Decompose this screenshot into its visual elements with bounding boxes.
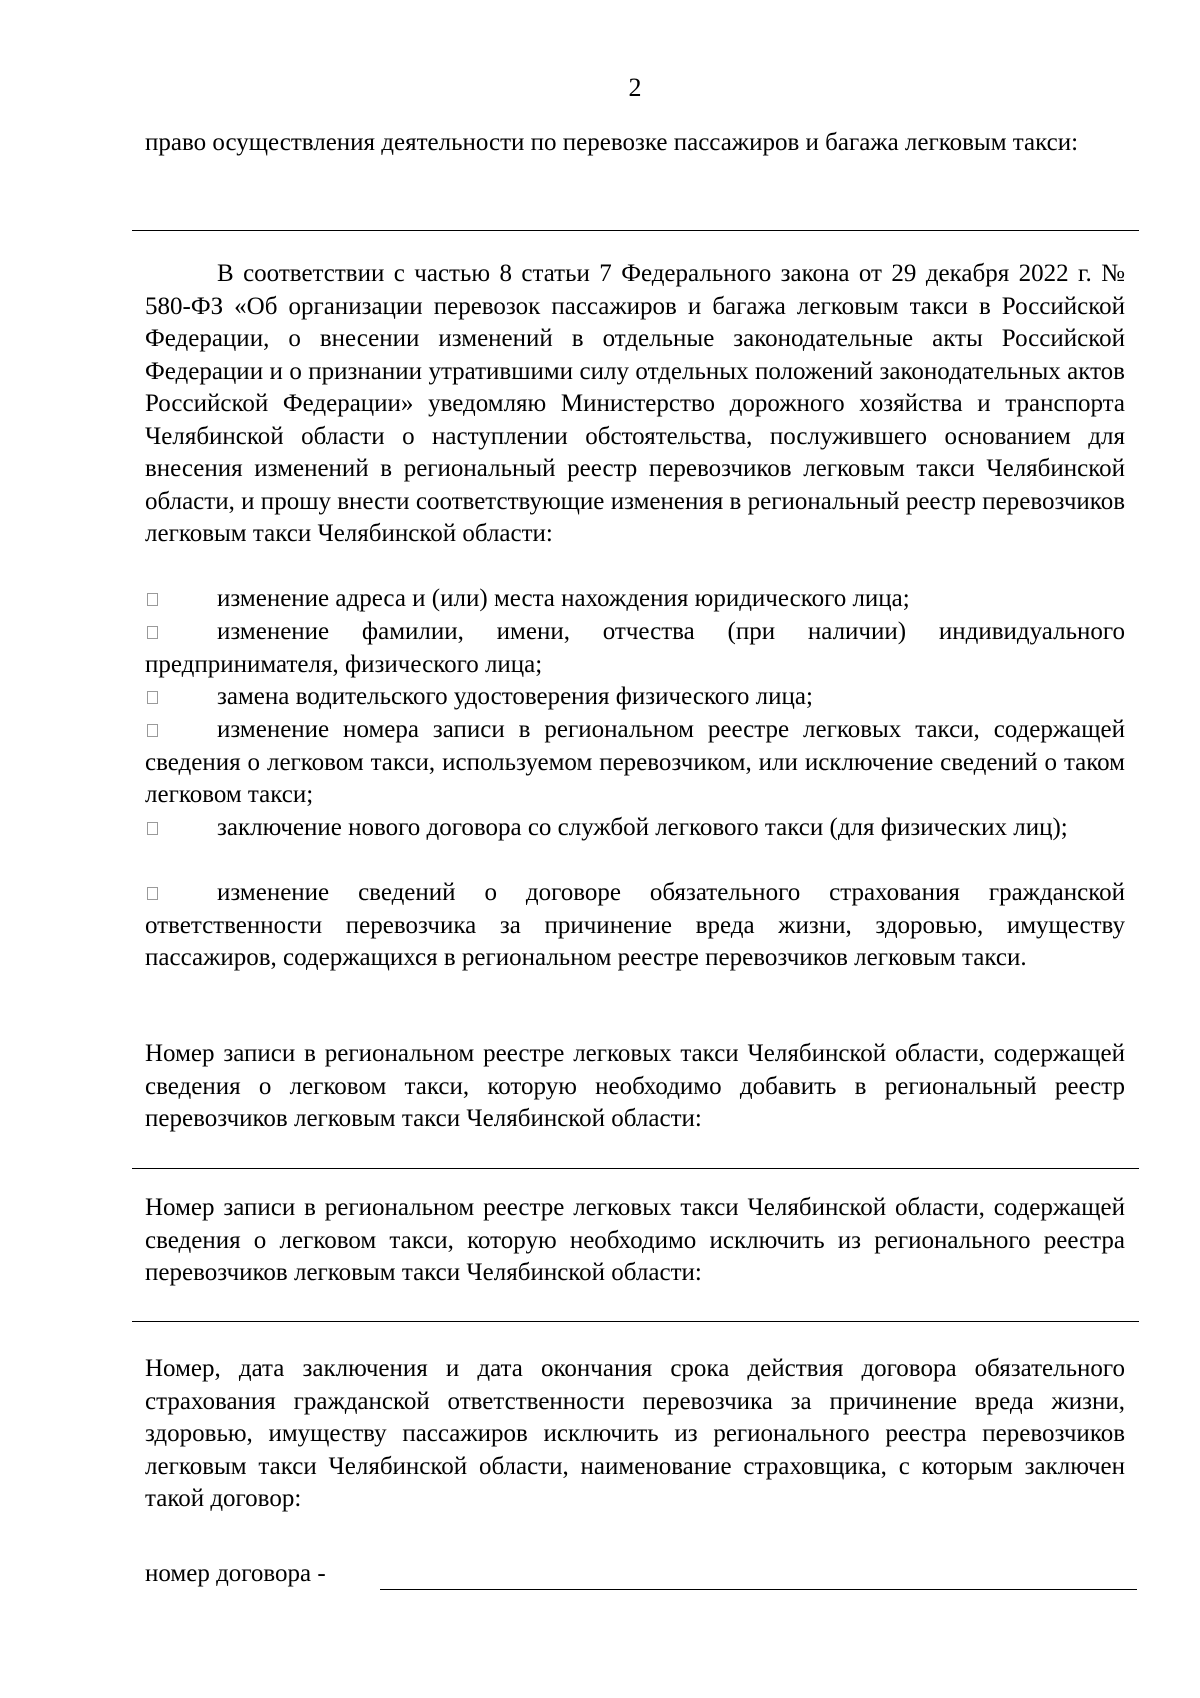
option-label: изменение номера записи в региональном реестре легковых такси, содержащей сведения о легковом такси, используемом перевозчиком, или исключение сведений о таком легковом такси; (145, 716, 1125, 808)
checkbox[interactable] (147, 691, 158, 704)
insurance-text: Номер, дата заключения и дата окончания срока действия договора обязательного страхования гражданской ответственности перевозчика за причинение вреда жизни, здоровью, имуществу пассажиров исключить из регионального реестра перевозчиков легковым такси Челябинской области, наименование страховщика, с которым заключен такой договор: (145, 1355, 1125, 1512)
page-number: 2 (628, 73, 642, 102)
option-new-service-contract (145, 812, 1125, 845)
option-address-change (145, 583, 1125, 616)
option-record-number-change (145, 714, 1125, 812)
checkbox[interactable] (147, 822, 158, 835)
option-label: изменение адреса и (или) места нахождения юридического лица; (217, 585, 910, 612)
option-label: изменение сведений о договоре обязательного страхования гражданской ответственности перевозчика за причинение вреда жизни, здоровью, имуществу пассажиров, содержащихся в региональном реестре перевозчиков легковым такси. (145, 879, 1125, 971)
checkbox[interactable] (147, 626, 158, 639)
intro-text: право осуществления деятельности по перевозке пассажиров и багажа легковым такси: (145, 129, 1079, 156)
option-label: изменение фамилии, имени, отчества (при наличии) индивидуального предпринимателя, физического лица; (145, 618, 1125, 678)
remove-record-fill-line[interactable] (132, 1321, 1139, 1322)
option-name-change (145, 616, 1125, 681)
add-record-fill-line[interactable] (132, 1168, 1139, 1169)
checkbox[interactable] (147, 724, 158, 737)
option-label: замена водительского удостоверения физического лица; (217, 683, 813, 710)
option-label: заключение нового договора со службой легкового такси (для физических лиц); (217, 814, 1068, 841)
checkbox[interactable] (147, 887, 158, 900)
option-license-replacement (145, 681, 1125, 714)
checkbox[interactable] (147, 593, 158, 606)
option-insurance-change (145, 877, 1125, 975)
remove-record-text: Номер записи в региональном реестре легковых такси Челябинской области, содержащей сведения о легковом такси, которую необходимо исключить из регионального реестра перевозчиков легковым такси Челябинской области: (145, 1194, 1125, 1286)
contract-number-fill-line[interactable] (380, 1589, 1137, 1590)
add-record-text: Номер записи в региональном реестре легковых такси Челябинской области, содержащей сведения о легковом такси, которую необходимо добавить в региональный реестр перевозчиков легковым такси Челябинской области: (145, 1040, 1125, 1132)
contract-number-row (145, 1558, 1125, 1592)
main-paragraph: В соответствии с частью 8 статьи 7 Федерального закона от 29 декабря 2022 г. № 580-ФЗ «Об организации перевозок пассажиров и багажа легковым такси в Российской Федерации, о внесении изменений в отдельные законодательные акты Российской Федерации и о признании утратившими силу отдельных положений законодательных актов Российской Федерации» уведомляю Министерство дорожного хозяйства и транспорта Челябинской области о наступлении обстоятельства, послужившего основанием для внесения изменений в региональный реестр перевозчиков легковым такси Челябинской области, и прошу внести соответствующие изменения в региональный реестр перевозчиков легковым такси Челябинской области: (145, 260, 1125, 547)
contract-number-label: номер договора - (145, 1560, 326, 1587)
intro-fill-line[interactable] (132, 230, 1139, 231)
